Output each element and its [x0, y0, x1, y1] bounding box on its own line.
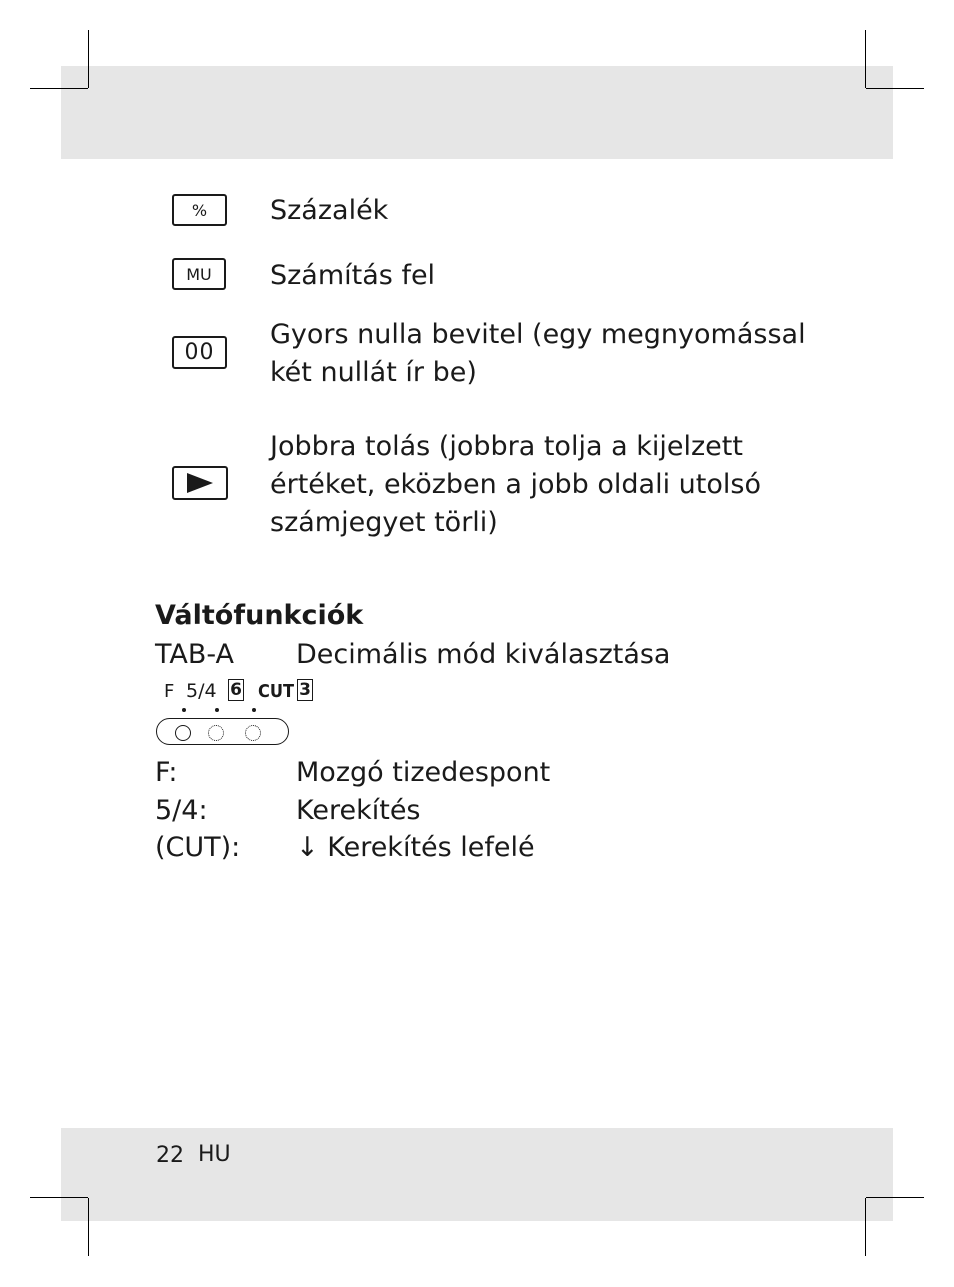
row-desc-cut — [296, 829, 535, 867]
crop-mark — [865, 1198, 866, 1256]
crop-mark — [30, 1197, 88, 1198]
switch-label-f: F — [164, 681, 175, 702]
shift-key-description-line2: értéket, eközben a jobb oldali utolsó — [270, 469, 761, 500]
crop-mark — [88, 1198, 89, 1256]
crop-mark — [866, 88, 924, 89]
switch-indicator-dot — [215, 708, 219, 712]
mu-key-icon: MU — [172, 258, 226, 290]
double-zero-key-icon: 00 — [172, 336, 227, 369]
language-code: HU — [198, 1142, 231, 1167]
percent-key-icon: % — [172, 194, 227, 226]
row-desc-54: Kerekítés — [296, 795, 421, 826]
switch-indicator-dot — [252, 708, 256, 712]
row-label-cut: (CUT): — [155, 832, 241, 863]
tab-label: TAB-A — [155, 639, 235, 670]
row-label-54: 5/4: — [155, 795, 208, 826]
tab-description: Decimális mód kiválasztása — [296, 639, 671, 670]
switch-position-cut — [245, 725, 261, 741]
crop-mark — [30, 88, 88, 89]
shift-key-description-line3: számjegyet törli) — [270, 507, 498, 538]
switch-indicator-dot — [182, 708, 186, 712]
arrow-down-icon: ↓ — [296, 832, 319, 863]
row-label-f: F: — [155, 757, 178, 788]
play-triangle-icon — [172, 466, 228, 500]
switch-position-f — [175, 725, 191, 741]
switch-label-cut: CUT — [258, 681, 295, 702]
percent-key-description: Százalék — [270, 195, 389, 226]
crop-mark — [865, 30, 866, 88]
row-desc-cut-text: Kerekítés lefelé — [327, 832, 535, 863]
mu-key-description: Számítás fel — [270, 260, 436, 291]
section-heading: Váltófunkciók — [155, 600, 364, 631]
switch-label-3: 3 — [297, 679, 313, 701]
footer-band — [61, 1128, 893, 1221]
row-desc-f: Mozgó tizedespont — [296, 757, 551, 788]
switch-label-54: 5/4 — [186, 680, 217, 702]
double-zero-key-description-line1: Gyors nulla bevitel (egy megnyomással — [270, 319, 806, 350]
switch-label-6: 6 — [228, 679, 244, 701]
double-zero-key-description-line2: két nullát ír be) — [270, 357, 477, 388]
decimal-mode-switch — [156, 718, 289, 745]
header-band — [61, 66, 893, 159]
shift-key-description-line1: Jobbra tolás (jobbra tolja a kijelzett — [270, 431, 743, 462]
switch-position-54 — [208, 725, 224, 741]
crop-mark — [88, 30, 89, 88]
crop-mark — [866, 1197, 924, 1198]
page-number: 22 — [156, 1143, 184, 1168]
